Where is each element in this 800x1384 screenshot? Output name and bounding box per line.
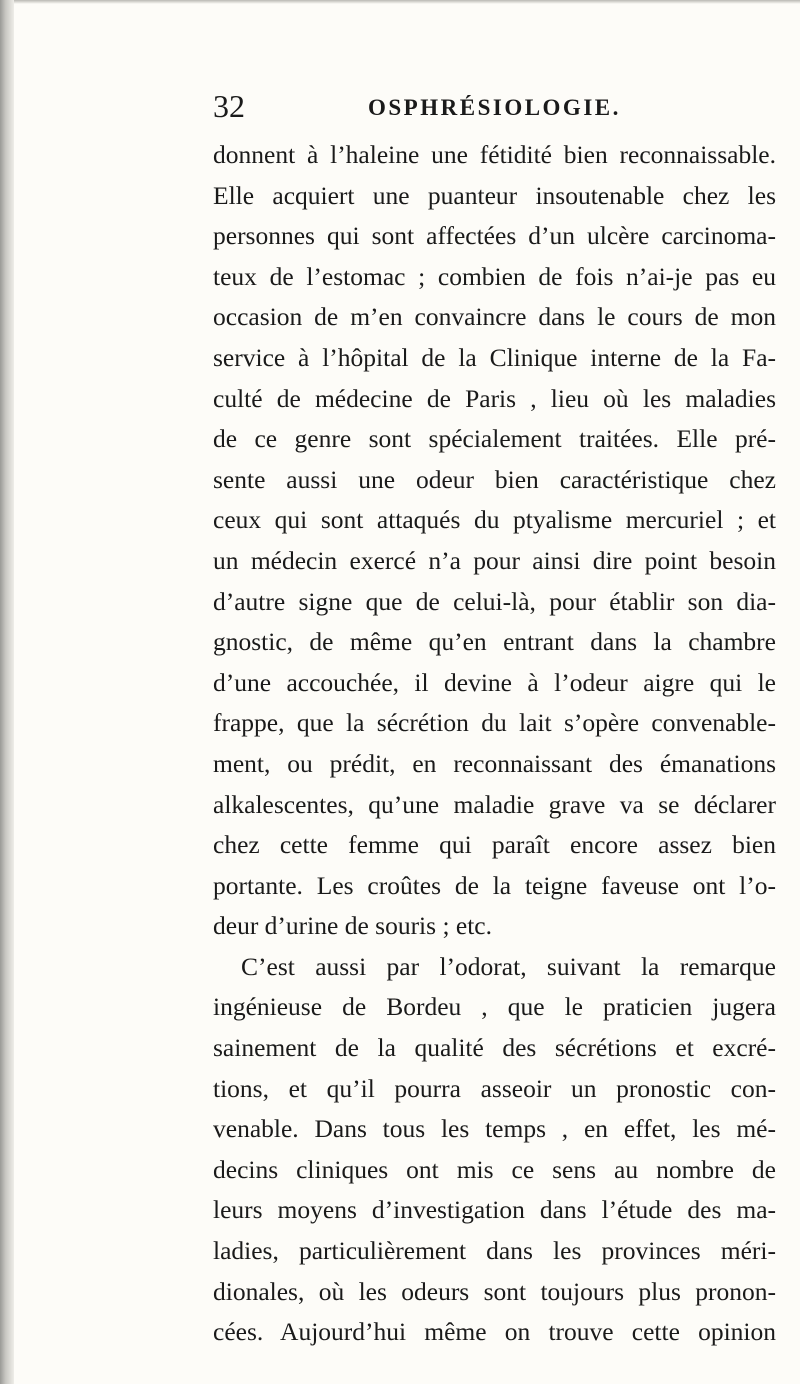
- text-line: gnostic, de même qu’en entrant dans la chambre: [213, 627, 776, 657]
- body-text: [213, 135, 776, 1353]
- text-line: decins cliniques ont mis ce sens au nombre de: [213, 1154, 776, 1184]
- page-top-edge: [14, 0, 800, 4]
- text-line: venable. Dans tous les temps , en effet, les mé-: [213, 1114, 776, 1144]
- text-line: alkalescentes, qu’une maladie grave va se déclarer: [213, 789, 776, 819]
- page-header: [213, 86, 773, 126]
- text-line: un médecin exercé n’a pour ainsi dire point besoin: [213, 545, 776, 575]
- text-line: sente aussi une odeur bien caractéristique chez: [213, 464, 776, 494]
- text-line: culté de médecine de Paris , lieu où les maladies: [213, 383, 776, 413]
- text-line: ceux qui sont attaqués du ptyalisme mercuriel ; et: [213, 505, 776, 535]
- text-line-paragraph-end: deur d’urine de souris ; etc.: [213, 911, 492, 941]
- text-line: ingénieuse de Bordeu , que le praticien jugera: [213, 992, 776, 1022]
- text-line: ment, ou prédit, en reconnaissant des émanations: [213, 748, 776, 778]
- text-line: portante. Les croûtes de la teigne faveuse ont l’o-: [213, 870, 776, 900]
- page-binding-edge: [0, 0, 14, 1384]
- page-number: 32: [213, 88, 245, 124]
- text-line: tions, et qu’il pourra asseoir un pronostic con-: [213, 1073, 776, 1103]
- text-line: service à l’hôpital de la Clinique interne de la Fa-: [213, 342, 776, 372]
- text-line: donnent à l’haleine une fétidité bien reconnaissable.: [213, 140, 776, 169]
- text-line: ladies, particulièrement dans les provinces méri-: [213, 1236, 776, 1266]
- text-line: leurs moyens d’investigation dans l’étude des ma-: [213, 1195, 776, 1225]
- text-line: d’une accouchée, il devine à l’odeur aigre qui le: [213, 667, 776, 697]
- text-line: teux de l’estomac ; combien de fois n’ai-je pas eu: [213, 261, 776, 291]
- text-line: sainement de la qualité des sécrétions et excré-: [213, 1033, 776, 1063]
- text-line-paragraph-start: C’est aussi par l’odorat, suivant la remarque: [241, 951, 776, 981]
- text-line: Elle acquiert une puanteur insoutenable chez les: [213, 180, 776, 210]
- text-line: occasion de m’en convaincre dans le cours de mon: [213, 302, 776, 332]
- text-line: personnes qui sont affectées d’un ulcère carcinoma-: [213, 221, 776, 251]
- text-line: de ce genre sont spécialement traitées. Elle pré-: [213, 424, 776, 454]
- running-title: OSPHRÉSIOLOGIE.: [368, 95, 621, 120]
- text-line: cées. Aujourd’hui même on trouve cette opinion: [213, 1317, 776, 1347]
- text-line: d’autre signe que de celui-là, pour établir son dia-: [213, 586, 776, 616]
- text-line: dionales, où les odeurs sont toujours plus pronon-: [213, 1276, 776, 1306]
- text-line: frappe, que la sécrétion du lait s’opère convenable-: [213, 708, 776, 738]
- text-line: chez cette femme qui paraît encore assez bien: [213, 830, 776, 860]
